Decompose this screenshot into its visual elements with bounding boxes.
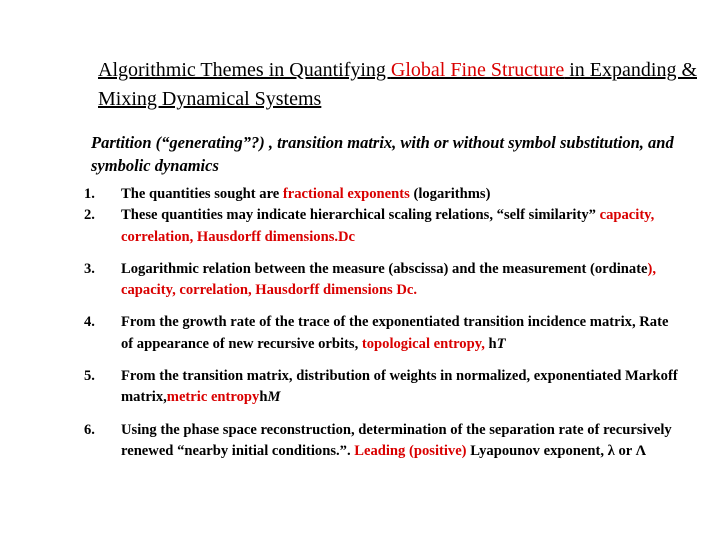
list-item-number: 2. xyxy=(84,207,95,224)
list-item-text: The quantities sought are xyxy=(121,186,283,202)
list-item-text: From the growth rate of the trace of the exponentiated transition incidence matrix, Rate of appearance of new recursive orbits, xyxy=(121,314,669,352)
list-item-text: These quantities may indicate hierarchical scaling relations, “self similarity” xyxy=(121,207,600,224)
list-item-subscript: T xyxy=(496,335,506,352)
list-item-text: Logarithmic relation between the measure (abscissa) and the measurement (ordinate xyxy=(121,260,648,277)
numbered-list xyxy=(84,184,684,462)
list-item xyxy=(84,312,684,355)
list-item-highlight: capacity, correlation, Hausdorff dimensions.Dc xyxy=(121,207,655,245)
list-item-text: Lyapounov exponent, λ or Λ xyxy=(466,442,647,459)
list-item-highlight: metric entropy xyxy=(166,389,260,406)
list-item-highlight: topological entropy, xyxy=(361,335,485,352)
list-item xyxy=(84,259,684,302)
list-item xyxy=(84,205,684,248)
list-item-number: 6. xyxy=(84,421,95,438)
list-item xyxy=(84,366,684,409)
list-item-text: h xyxy=(484,335,497,352)
list-item xyxy=(84,420,684,463)
list-item-highlight: Leading (positive) xyxy=(354,442,467,459)
list-item-number: 4. xyxy=(84,314,95,331)
list-item-highlight: fractional exponents xyxy=(282,186,410,202)
list-item-number: 3. xyxy=(84,260,95,277)
list-item-highlight: ), capacity, correlation, Hausdorff dimensions Dc. xyxy=(121,260,657,299)
list-item-text: From the transition matrix, distribution of weights in normalized, exponentiated Markoff matrix, xyxy=(121,368,678,406)
list-item-text: Using the phase space reconstruction, determination of the separation rate of recursively renewed “nearby initial conditions.”. xyxy=(121,421,672,459)
list-item-subscript: M xyxy=(267,389,281,406)
list-item xyxy=(84,184,684,205)
list-item-number: 5. xyxy=(84,368,95,385)
list-item-text: h xyxy=(259,389,268,406)
list-item-number: 1. xyxy=(84,186,95,202)
slide-subtitle: Partition (“generating”?) , transition matrix, with or without symbol substitution, and symbolic dynamics xyxy=(91,133,674,175)
title-part-3: in Expanding & Mixing Dynamical Systems xyxy=(98,59,697,110)
title-highlight: Global Fine Structure xyxy=(390,59,565,81)
title-part-1: Algorithmic Themes in Quantifying xyxy=(98,59,391,81)
list-item-text: (logarithms) xyxy=(409,186,491,202)
slide-title xyxy=(98,56,698,114)
